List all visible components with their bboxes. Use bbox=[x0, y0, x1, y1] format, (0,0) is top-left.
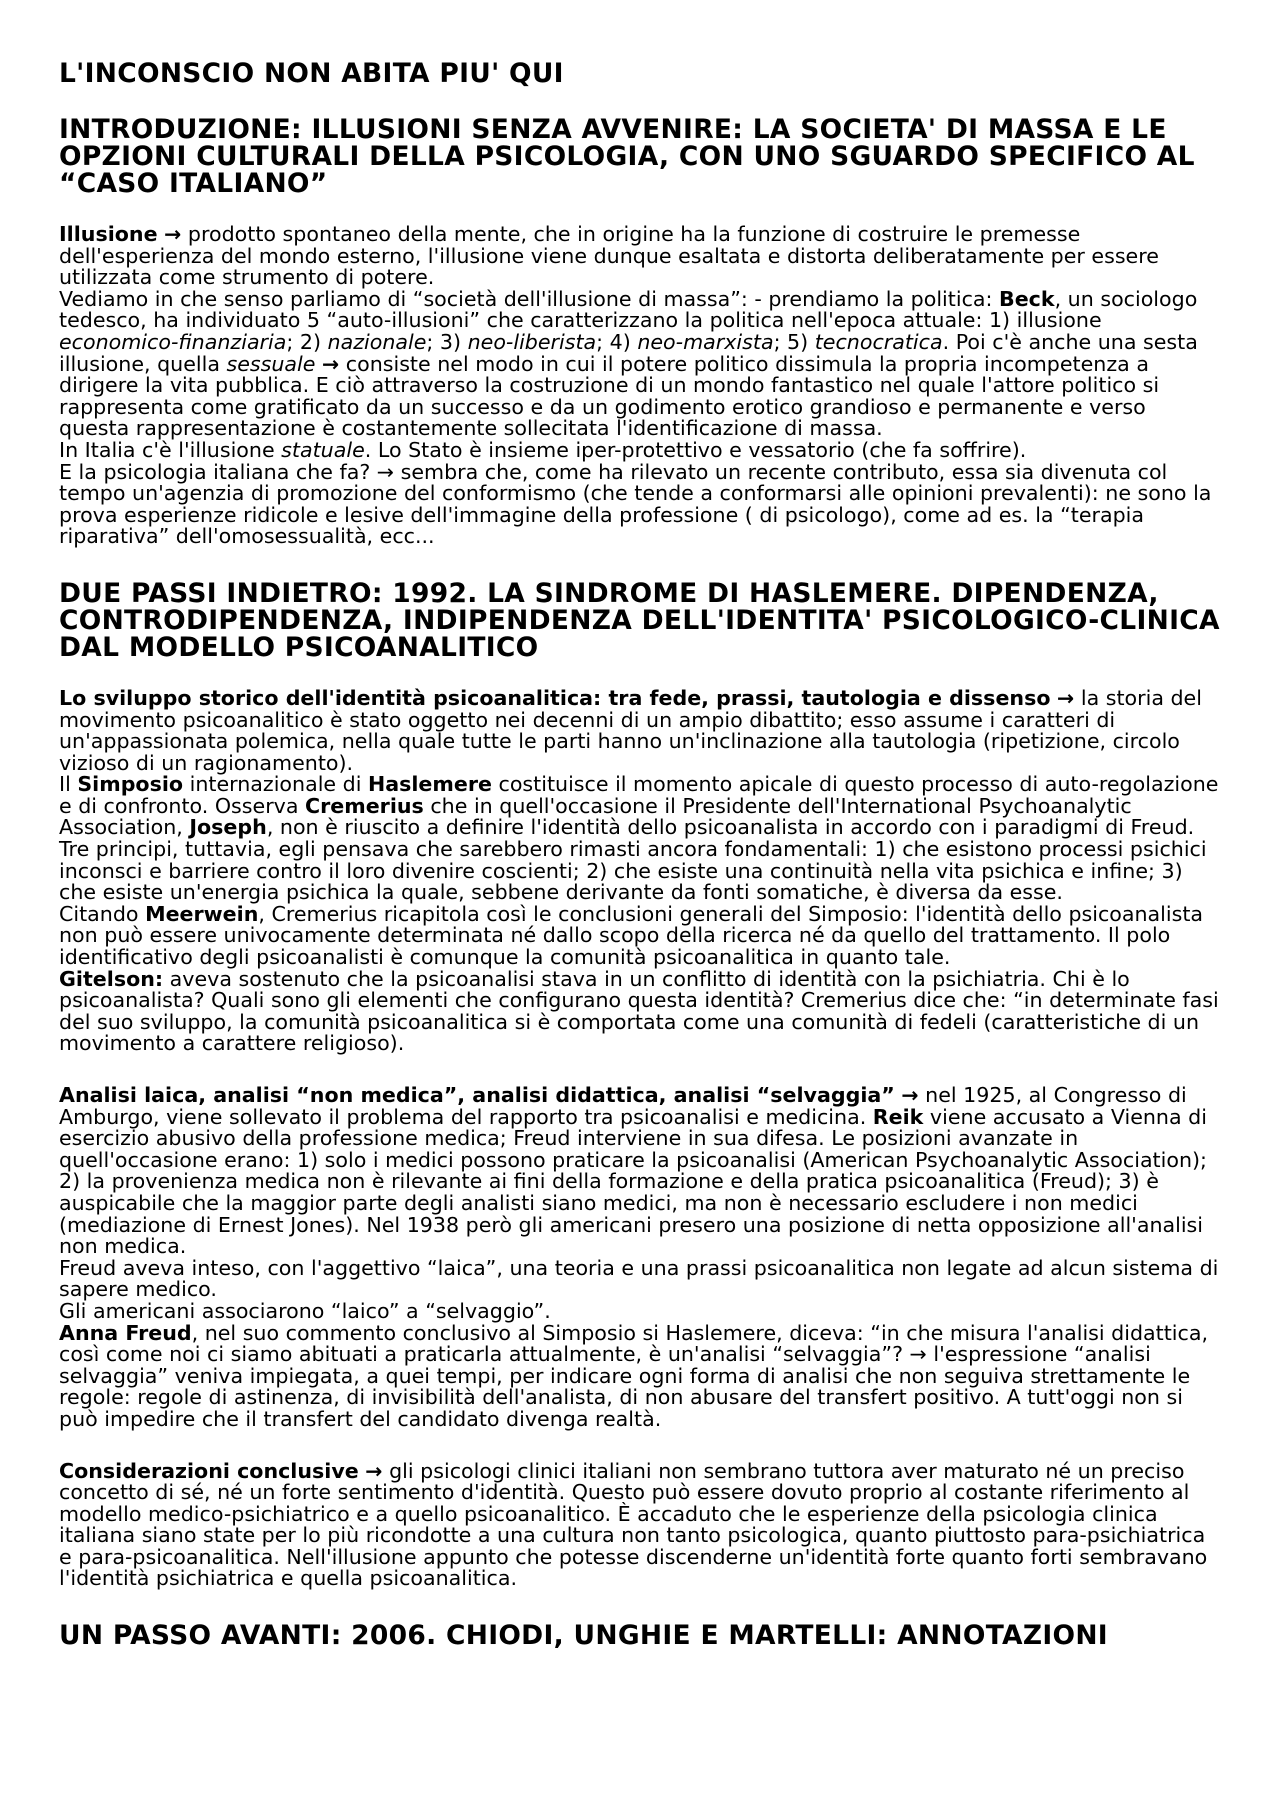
arrow-icon: → bbox=[1057, 685, 1075, 710]
arrow-icon: → bbox=[164, 222, 182, 246]
arrow-icon: → bbox=[901, 1083, 919, 1107]
document-title: L'INCONSCIO NON ABITA PIU' QUI bbox=[59, 58, 564, 89]
paragraph-sviluppo-storico: Lo sviluppo storico dell'identità psicoanalitica: tra fede, prassi, tautologia e dissenso → la storia del movimento psicoanalitico è stato oggetto nei decenni di un ampio dibattito; esso assume i caratteri di un'appassionata polemica, nella quale tutte le parti hanno un'inclinazione alla tautologia (ripetizione, circolo vizioso di un ragionamento). bbox=[59, 685, 1202, 775]
section-body-introduzione bbox=[59, 224, 1222, 548]
arrow-icon: → bbox=[321, 351, 340, 376]
paragraph-gitelson: Gitelson: aveva sostenuto che la psicoanalisi stava in un conflitto di identità con la psichiatria. Chi è lo psicoanalista? Quali sono gli elementi che configurano questa identità? Cremerius dice che: “in determinate fasi del suo sviluppo, la comunità psicoanalitica si è comportata come una comunità di fedeli (caratteristiche di un movimento a carattere religioso). bbox=[59, 966, 1219, 1056]
paragraph-analisi-laica: Analisi laica, analisi “non medica”, analisi didattica, analisi “selvaggia” → nel 1925, al Congresso di Amburgo, viene sollevato il problema del rapporto tra psicoanalisi e medicina. Reik viene accusato a Vienna di esercizio abusivo della professione medica; Freud interviene in sua difesa. Le posizioni avanzate in quell'occasione erano: 1) solo i medici possono praticare la psicoanalisi (American Psychoanalytic Association); 2) la provenienza medica non è rilevante ai fini della formazione e della pratica psicoanalitica (Freud); 3) è auspicabile che la maggior parte degli analisti siano medici, ma non è necessario escludere i non medici (mediazione di Ernest Jones). Nel 1938 però gli americani presero una posizione di netta opposizione all'analisi non medica. bbox=[59, 1083, 1207, 1259]
paragraph-italia: In Italia c'è l'illusione statuale. Lo Stato è insieme iper-protettivo e vessatorio (che fa soffrire). bbox=[59, 437, 1027, 462]
paragraph-americani: Gli americani associarono “laico” a “selvaggio”. bbox=[59, 1298, 551, 1323]
paragraph-societa-illusione: Vediamo in che senso parliamo di “società dell'illusione di massa”: - prendiamo la politica: Beck, un sociologo tedesco, ha individuato 5 “auto-illusioni” che caratterizzano la politica nell'epoca attuale: 1) illusione economico-finanziaria; 2) nazionale; 3) neo-liberista; 4) neo-marxista; 5) tecnocratica. Poi c'è anche una sesta illusione, quella sessuale → consiste nel modo in cui il potere politico dissimula la propria incompetenza a dirigere la vita pubblica. E ciò attraverso la costruzione di un mondo fantastico nel quale l'attore politico si rappresenta come gratificato da un successo e da un godimento erotico grandioso e permanente e verso questa rappresentazione è costantemente sollecitata l'identificazione di massa. bbox=[59, 286, 1198, 441]
arrow-icon: → bbox=[365, 1458, 383, 1483]
section-heading-un-passo-avanti: UN PASSO AVANTI: 2006. CHIODI, UNGHIE E MARTELLI: ANNOTAZIONI bbox=[59, 1620, 1108, 1652]
term-illusione: Illusione bbox=[59, 222, 158, 246]
section-heading-introduzione: INTRODUZIONE: ILLUSIONI SENZA AVVENIRE: LA SOCIETA' DI MASSA E LE OPZIONI CULTURALI DELLA PSICOLOGIA, CON UNO SGUARDO SPECIFICO AL “CASO ITALIANO” bbox=[59, 114, 1195, 199]
section-body-due-passi-indietro bbox=[59, 685, 1222, 1591]
paragraph-simposio: Il Simposio internazionale di Haslemere costituisce il momento apicale di questo processo di auto-regolazione e di confronto. Osserva Cremerius che in quell'occasione il Presidente dell'International Psychoanalytic Association, Joseph, non è riuscito a definire l'identità dello psicoanalista in accordo con i paradigmi di Freud. Tre principi, tuttavia, egli pensava che sarebbero rimasti ancora fondamentali: 1) che esistono processi psichici inconsci e barriere contro il loro divenire coscienti; 2) che esiste una continuità nella vita psichica e infine; 3) che esiste un'energia psichica la quale, sebbene derivante da fonti somatiche, è diversa da esse. bbox=[59, 772, 1219, 905]
paragraph-illusione: Illusione → prodotto spontaneo della mente, che in origine ha la funzione di costruire le premesse dell'esperienza del mondo esterno, l'illusione viene dunque esaltata e distorta deliberatamente per essere utilizzata come strumento di potere. bbox=[59, 222, 1159, 290]
paragraph-meerwein: Citando Meerwein, Cremerius ricapitola così le conclusioni generali del Simposio: l'identità dello psicoanalista non può essere univocamente determinata né dallo scopo della ricerca né da quello del trattamento. Il polo identificativo degli psicoanalisti è comunque la comunità psicoanalitica in quanto tale. bbox=[59, 901, 1204, 970]
paragraph-considerazioni-conclusive: Considerazioni conclusive → gli psicologi clinici italiani non sembrano tuttora aver maturato né un preciso concetto di sé, né un forte sentimento d'identità. Questo può essere dovuto proprio al costante riferimento al modello medico-psichiatrico e a quello psicoanalitico. È accaduto che le esperienze della psicologia clinica italiana siano state per lo più ricondotte a una cultura non tanto psicologica, quanto piuttosto para-psichiatrica e para-psicoanalitica. Nell'illusione appunto che potesse discenderne un'identità forte quanto forti sembravano l'identità psichiatrica e quella psicoanalitica. bbox=[59, 1458, 1208, 1591]
section-heading-due-passi-indietro: DUE PASSI INDIETRO: 1992. LA SINDROME DI HASLEMERE. DIPENDENZA, CONTRODIPENDENZA, INDIPENDENZA DELL'IDENTITA' PSICOLOGICO-CLINICA DAL MODELLO PSICOANALITICO bbox=[59, 577, 1220, 663]
paragraph-freud-laica: Freud aveva inteso, con l'aggettivo “laica”, una teoria e una prassi psicoanalitica non legate ad alcun sistema di sapere medico. bbox=[59, 1255, 1219, 1302]
paragraph-psicologia-italiana: E la psicologia italiana che fa? → sembra che, come ha rilevato un recente contributo, essa sia divenuta col tempo un'agenzia di promozione del conformismo (che tende a conformarsi alle opinioni prevalenti): ne sono la prova esperienze ridicole e lesive dell'immagine della professione ( di psicologo), come ad es. la “terapia riparativa” dell'omosessualità, ecc... bbox=[59, 459, 1212, 549]
paragraph-anna-freud: Anna Freud, nel suo commento conclusivo al Simposio si Haslemere, diceva: “in che misura l'analisi didattica, così come noi ci siamo abituati a praticarla attualmente, è un'analisi “selvaggia”? → l'espressione “analisi selvaggia” veniva impiegata, a quei tempi, per indicare ogni forma di analisi che non seguiva strettamente le regole: regole di astinenza, di invisibilità dell'analista, di non abusare del transfert positivo. A tutt'oggi non si può impedire che il transfert del candidato divenga realtà. bbox=[59, 1320, 1209, 1431]
